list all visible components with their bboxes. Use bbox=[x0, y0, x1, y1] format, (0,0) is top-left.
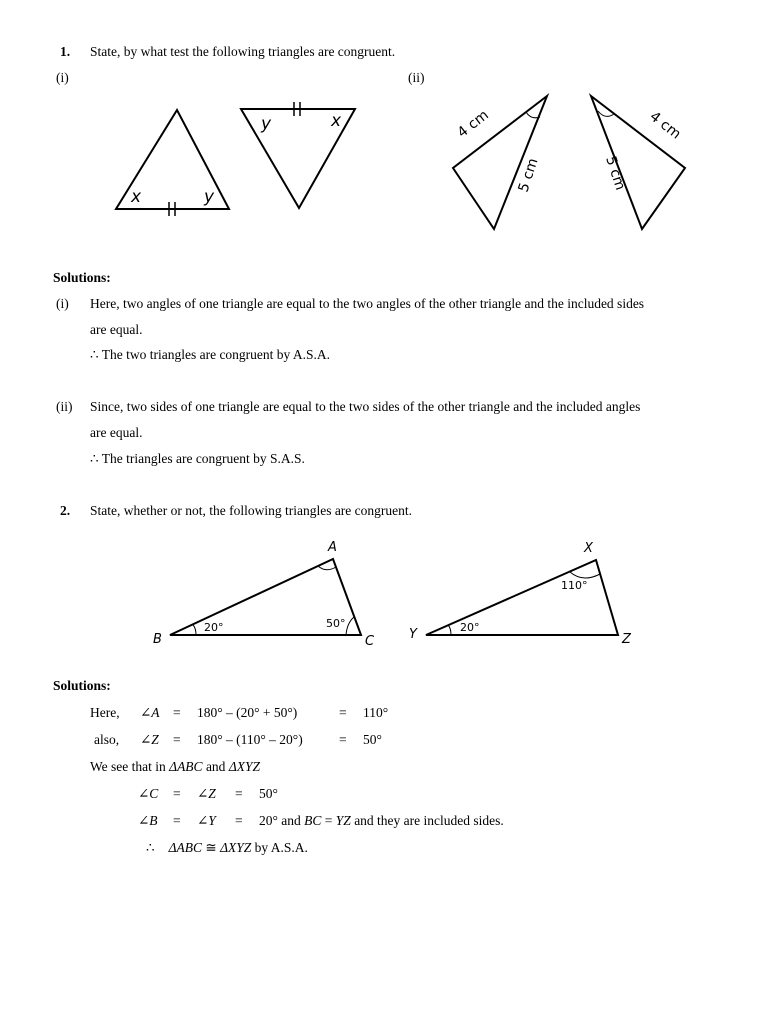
sol2-conclusion bbox=[146, 840, 308, 856]
sol2-l2-yz: YZ bbox=[335, 813, 351, 828]
q2-text: State, whether or not, the following triangles are congruent. bbox=[90, 503, 413, 518]
q2-angle-arc-b bbox=[193, 625, 196, 635]
sol2-l2-left: ∠B bbox=[138, 813, 158, 828]
sol2-eq: = bbox=[173, 786, 181, 801]
q1-text: State, by what test the following triangles are congruent. bbox=[90, 44, 396, 59]
q1-i-label-x: x bbox=[131, 187, 142, 207]
sol2-l1-val: 50° bbox=[259, 786, 278, 801]
sol1-ii-line2: are equal. bbox=[90, 425, 143, 440]
sol2-expr1: 180° – (20° + 50°) bbox=[197, 705, 298, 720]
sol2-tri-abc: ΔABC bbox=[169, 759, 203, 774]
q2-vertex-c: C bbox=[365, 634, 375, 649]
sol2-res2: 50° bbox=[363, 732, 382, 747]
q1-ii-side-4: 4 cm bbox=[646, 108, 684, 143]
q1-ii-side-5: 5 cm bbox=[602, 154, 629, 193]
sol2-angle-z: ∠Z bbox=[140, 732, 159, 747]
q1-i-label-y: y bbox=[261, 114, 272, 134]
sol1-ii-line1: Since, two sides of one triangle are equal to the two sides of the other triangle and the included angles bbox=[90, 399, 641, 414]
sol2-eq: = bbox=[339, 732, 347, 747]
q2-number: 2. bbox=[60, 503, 71, 518]
q2-angle-y-label: 20° bbox=[460, 621, 480, 634]
q2-vertex-x: X bbox=[584, 541, 593, 556]
q1-i-label-y: y bbox=[204, 187, 215, 207]
sol2-see-prefix: We see that in bbox=[90, 759, 170, 774]
therefore-symbol: ∴ bbox=[90, 347, 99, 362]
sol2-see-line bbox=[90, 759, 260, 775]
sol2-l2-val: 20° and bbox=[259, 813, 305, 828]
therefore-symbol: ∴ bbox=[90, 451, 99, 466]
sol2-l2-mid: ∠Y bbox=[197, 813, 216, 828]
q2-angle-arc-x bbox=[570, 572, 600, 578]
q1-part-i-label: (i) bbox=[56, 70, 69, 85]
congruent-symbol: ≅ bbox=[202, 840, 221, 855]
q1-i-label-x: x bbox=[331, 111, 342, 131]
q2-angle-arc-c bbox=[346, 617, 354, 635]
sol2-eq: = bbox=[339, 705, 347, 720]
sol2-res1: 110° bbox=[363, 705, 389, 720]
sol2-also: also, bbox=[94, 732, 120, 747]
sol2-l2-row bbox=[259, 813, 504, 829]
sol2-l2-tail: and they are included sides. bbox=[350, 813, 504, 828]
sol2-concl-xyz: ΔXYZ bbox=[220, 840, 252, 855]
sol1-ii-label: (ii) bbox=[56, 399, 73, 414]
sol2-angle-a: ∠A bbox=[140, 705, 160, 720]
sol2-eq: = bbox=[173, 813, 181, 828]
q2-angle-b-label: 20° bbox=[204, 621, 224, 634]
q1-ii-side-4: 4 cm bbox=[454, 107, 492, 142]
sol1-heading: Solutions: bbox=[53, 270, 111, 285]
sol2-eq: = bbox=[235, 813, 243, 828]
q2-vertex-b: B bbox=[153, 632, 162, 647]
sol2-eq: = bbox=[173, 732, 181, 747]
sol2-eq: = bbox=[235, 786, 243, 801]
sol2-concl-abc: ΔABC bbox=[168, 840, 203, 855]
sol2-eq: = bbox=[173, 705, 181, 720]
sol1-i-line2: are equal. bbox=[90, 322, 143, 337]
q2-vertex-y: Y bbox=[409, 627, 417, 642]
sol2-l2-bc: BC bbox=[304, 813, 322, 828]
sol2-l1-mid: ∠Z bbox=[197, 786, 216, 801]
sol2-l2-eq: = bbox=[321, 813, 336, 828]
sol2-concl-tail: by A.S.A. bbox=[251, 840, 308, 855]
sol2-expr2: 180° – (110° – 20°) bbox=[197, 732, 303, 747]
sol1-i-line3: The two triangles are congruent by A.S.A. bbox=[101, 347, 331, 362]
sol1-ii-line3: The triangles are congruent by S.A.S. bbox=[101, 451, 305, 466]
q2-angle-arc-a bbox=[318, 566, 336, 570]
sol2-heading: Solutions: bbox=[53, 678, 111, 693]
q2-angle-c-label: 50° bbox=[326, 617, 346, 630]
q2-angle-x-label: 110° bbox=[561, 579, 588, 592]
sol1-i-line3-row bbox=[90, 347, 330, 363]
q1-part-ii-label: (ii) bbox=[408, 70, 425, 85]
sol2-here: Here, bbox=[90, 705, 120, 720]
q2-vertex-a: A bbox=[328, 540, 337, 555]
q2-angle-arc-y bbox=[448, 625, 451, 635]
sol1-ii-line3-row bbox=[90, 451, 305, 467]
q1-ii-side-5: 5 cm bbox=[515, 156, 542, 195]
sol1-i-label: (i) bbox=[56, 296, 69, 311]
q1-number: 1. bbox=[60, 44, 71, 59]
sol2-tri-xyz: ΔXYZ bbox=[228, 759, 260, 774]
q2-triangle-xyz bbox=[426, 560, 618, 635]
sol2-l1-left: ∠C bbox=[138, 786, 159, 801]
sol2-and: and bbox=[202, 759, 229, 774]
sol1-i-line1: Here, two angles of one triangle are equal to the two angles of the other triangle and the included sides bbox=[90, 296, 645, 311]
q2-vertex-z: Z bbox=[622, 632, 631, 647]
therefore-symbol: ∴ bbox=[146, 840, 155, 855]
